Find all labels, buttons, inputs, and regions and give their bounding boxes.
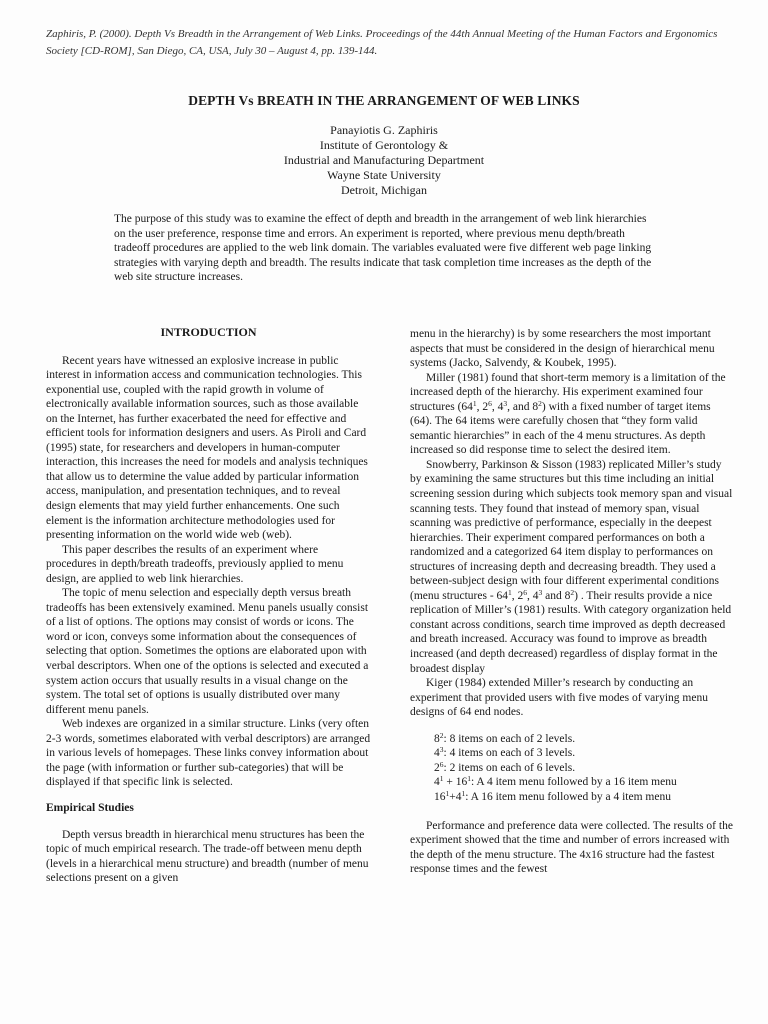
- paragraph-snowberry: [410, 458, 735, 676]
- author-block: [0, 123, 768, 198]
- author-affiliation-2: Industrial and Manufacturing Department: [283, 153, 485, 167]
- list-item: [434, 761, 735, 776]
- text: , and 8: [507, 400, 539, 413]
- list-item: [434, 790, 735, 805]
- text: ) . Their results provide a nice replication of Miller’s (1981) results. With category organization held constant across conditions, search time improved as depth decreased and breath increased. Accuracy was found to improve as breadth increased (and depth decreased) regardless of display format in the broadest display: [410, 589, 732, 675]
- superscript: 2: [538, 398, 542, 408]
- superscript: 3: [538, 587, 543, 597]
- superscript: 6: [488, 398, 492, 408]
- abstract: The purpose of this study was to examine the effect of depth and breadth in the arrangement of web link hierarchies on the user preference, response time and errors. An experiment is reported, where previous menu depth/breath tradeoff procedures are applied to the web link domain. The variables evaluated were five different web page linking strategies with varying depth and breadth. The results indicate that task completion time increases as the depth of the web site structure increases.: [114, 213, 652, 284]
- menu-structure-list: [410, 732, 735, 805]
- list-item: [434, 775, 735, 790]
- superscript: 2: [439, 730, 444, 740]
- text: : 8 items on each of 2 levels.: [443, 732, 576, 745]
- superscript: 2: [570, 587, 575, 597]
- text: Snowberry, Parkinson & Sisson (1983) replicated Miller’s study by examining the same structures but this time including an initial screening session during which subjects took memory span and visual scanning tests. They found that instead of memory span, visual scanning was predictive of performance, especially in the deepest hierarchies. Their experiment compared performances on both a randomized and a categorized 64 item display to performances on structures of increasing depth and decreasing breadth. They used a between-subject design with four different experimental conditions (menu structures - 64: [410, 458, 733, 602]
- left-column: [46, 325, 371, 886]
- text: +4: [449, 790, 462, 803]
- text: : 2 items on each of 6 levels.: [443, 761, 576, 774]
- list-item: [434, 732, 735, 747]
- superscript: 3: [503, 398, 508, 408]
- subsection-heading-empirical-studies: Empirical Studies: [46, 801, 134, 814]
- text: + 16: [443, 776, 468, 789]
- text: 4: [434, 747, 440, 760]
- paragraph: Web indexes are organized in a similar structure. Links (very often 2-3 words, sometimes elaborated with verbal descriptors) are arranged in various levels of homepages. These links convey information about the page (with information or further sub-categories) that will be displayed if that specific link is selected.: [46, 718, 371, 789]
- text: , 2: [476, 400, 489, 413]
- paragraph: menu in the hierarchy) is by some researchers the most important aspects that must be considered in the design of hierarchical menu systems (Jacko, Salvendy, & Koubek, 1995).: [410, 328, 715, 370]
- paragraph: Performance and preference data were collected. The results of the experiment showed that the time and number of errors increased with the depth of the menu structure. The 4x16 structure had the fastest response times and the fewest: [410, 819, 733, 876]
- superscript: 1: [439, 774, 444, 784]
- paragraph: The topic of menu selection and especially depth versus breath tradeoffs has been extensively examined. Menu panels usually consist of a list of options. The options may consist of words or icons. The word or icon, conveys some information about the consequences of selecting that option. Sometimes the options are elaborated upon with verbal descriptors. When one of the options is selected and executed a system action occurs that usually results in a visual change on the system. The total set of options is usually distributed over many different menu panels.: [46, 587, 369, 716]
- text: and 8: [542, 589, 571, 602]
- text: 4: [434, 776, 440, 789]
- right-column: [410, 327, 735, 877]
- citation: Zaphiris, P. (2000). Depth Vs Breadth in the Arrangement of Web Links. Proceedings of the 44th Annual Meeting of the Human Factors and Ergonomics Society [CD-ROM], San Diego, CA, USA, July 30 – August 4, pp. 139-144.: [46, 28, 718, 57]
- paragraph: This paper describes the results of an experiment where procedures in depth/breath tradeoffs, previously applied to menu design, are applied to web link hierarchies.: [46, 543, 344, 585]
- text: 8: [434, 732, 440, 745]
- superscript: 3: [439, 745, 444, 755]
- text: 2: [434, 761, 440, 774]
- section-heading-introduction: INTRODUCTION: [160, 325, 257, 339]
- superscript: 1: [445, 788, 450, 798]
- author-affiliation-1: Institute of Gerontology &: [319, 138, 449, 152]
- superscript: 1: [472, 398, 477, 408]
- text: Miller (1981) found that short-term memory is a limitation of the increased depth of the hierarchy. His experiment examined four structures (64: [410, 371, 726, 413]
- author-university: Wayne State University: [327, 168, 441, 182]
- paper-title: DEPTH Vs BREATH IN THE ARRANGEMENT OF WEB LINKS: [188, 93, 580, 108]
- text: : A 16 item menu followed by a 4 item menu: [465, 790, 671, 803]
- text: , 2: [511, 589, 524, 602]
- text: , 4: [491, 400, 504, 413]
- text: ) with a fixed number of target items (64). The 64 items were carefully chosen that “they form valid semantic hierarchies” in each of the 4 menu structures. As depth increased so did response time to select the desired item.: [410, 400, 711, 457]
- paragraph-miller: [410, 371, 735, 458]
- author-name: Panayiotis G. Zaphiris: [330, 123, 438, 137]
- text: , 4: [527, 589, 539, 602]
- text: : A 4 item menu followed by a 16 item menu: [471, 776, 677, 789]
- author-location: Detroit, Michigan: [341, 183, 427, 197]
- text: : 4 items on each of 3 levels.: [443, 747, 576, 760]
- superscript: 1: [508, 587, 512, 597]
- list-item: [434, 746, 735, 761]
- paragraph: Depth versus breadth in hierarchical menu structures has been the topic of much empirical research. The trade-off between menu depth (levels in a hierarchical menu structure) and breadth (number of menu selections present on a given: [46, 828, 369, 885]
- text: 16: [434, 790, 446, 803]
- paragraph: Kiger (1984) extended Miller’s research by conducting an experiment that provided users with five modes of varying menu designs of 64 end nodes.: [410, 677, 708, 719]
- paragraph: Recent years have witnessed an explosive increase in public interest in information access and communication technologies. This exponential use, coupled with the rapid growth in volume of electronically available information sources, such as those available on the Internet, has further exacerbated the need for effective and efficient tools for information designers and users. As Piroli and Card (1995) state, for researchers and developers in human-computer interaction, this increases the need for models and analysis techniques that allow us to determine the value added by particular information access, manipulation, and presentation techniques, and to reveal design elements that may yield further enhancements. One such element is the information architecture methodologies used for presenting information on the world wide web (web).: [46, 354, 368, 542]
- superscript: 1: [467, 774, 471, 784]
- superscript: 1: [461, 788, 466, 798]
- superscript: 6: [523, 587, 528, 597]
- superscript: 6: [439, 759, 444, 769]
